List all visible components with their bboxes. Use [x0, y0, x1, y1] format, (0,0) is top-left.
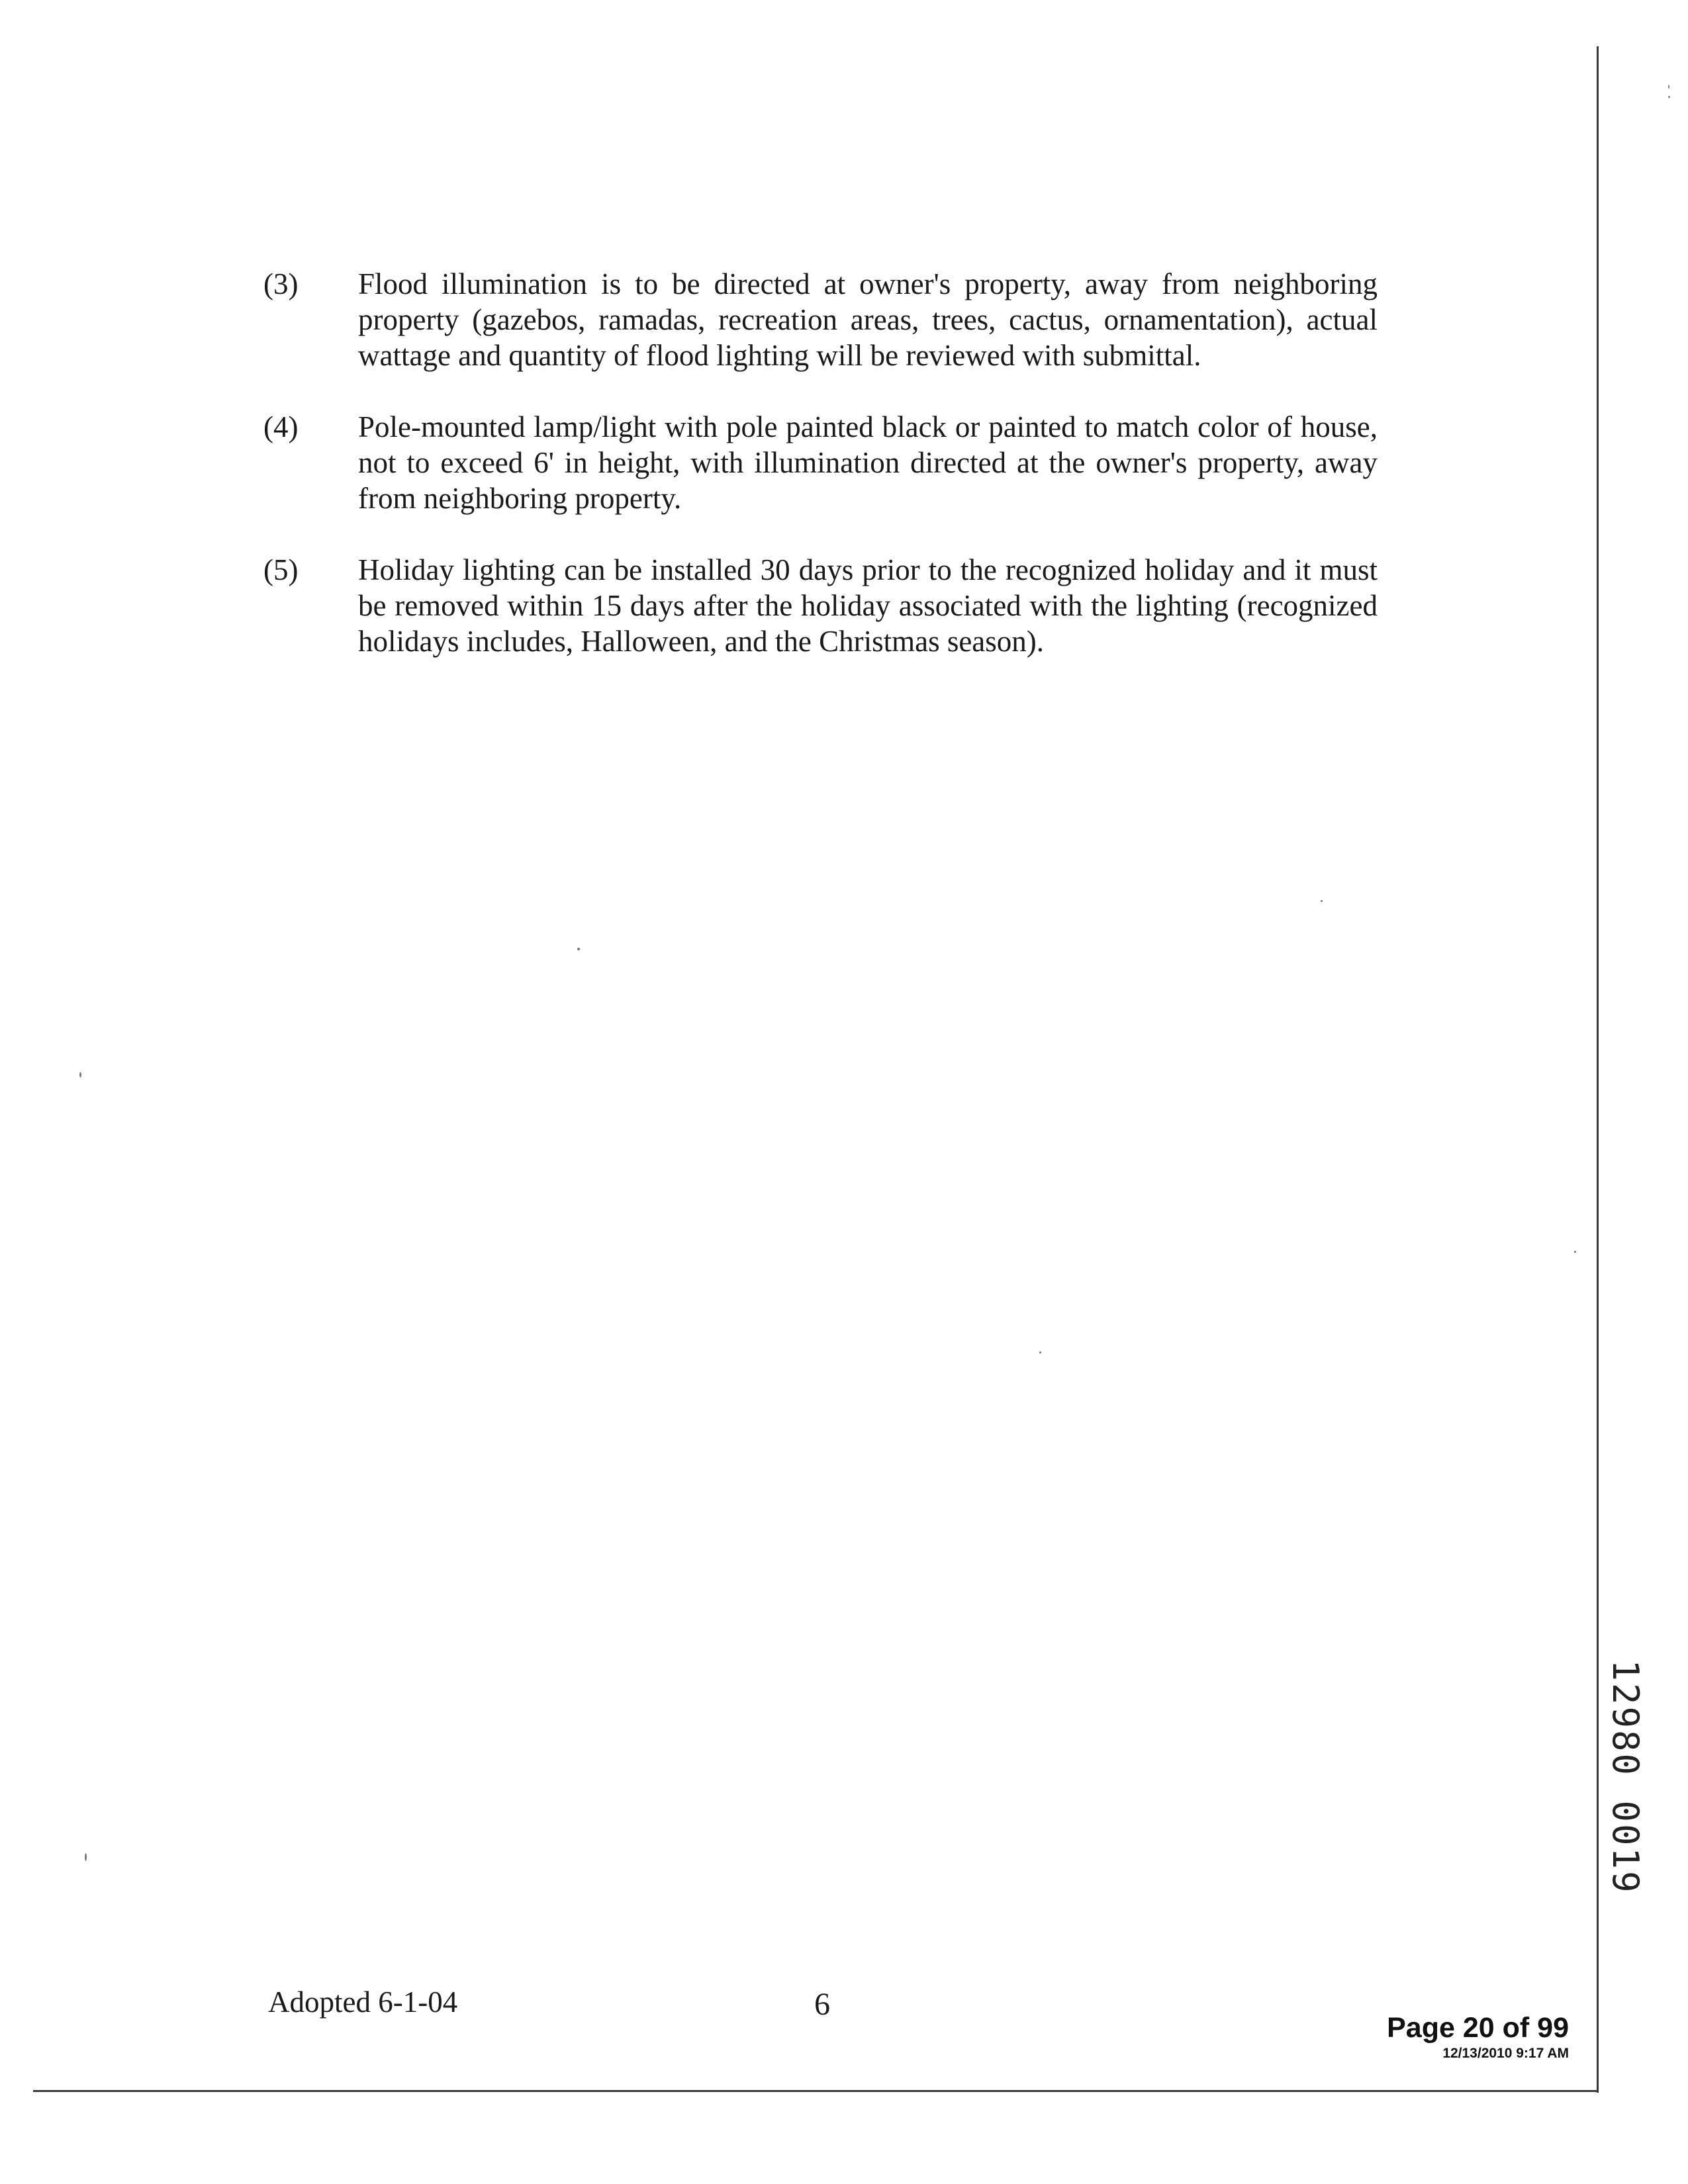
- scan-speck: [1321, 900, 1323, 902]
- recording-number: 12980 0019: [1605, 1659, 1646, 1895]
- scan-border-right: [1597, 46, 1599, 2093]
- scan-speck: [85, 1853, 87, 1861]
- list-item-text: Flood illumination is to be directed at owner's property, away from neighboring property (gazebos, ramadas, recreation areas, trees, cactus, ornamentation), actual wattage and quantity of flood lighting will be reviewed with submittal.: [358, 267, 1378, 372]
- scan-speck: [79, 1072, 81, 1077]
- scan-border-bottom: [33, 2090, 1598, 2092]
- scan-speck: [1039, 1351, 1041, 1353]
- footer-adopted-date: Adopted 6-1-04: [268, 1985, 458, 2019]
- footer-page-number: 6: [814, 1987, 830, 2022]
- recorder-page-stamp: Page 20 of 99: [1387, 2012, 1569, 2044]
- list-item-text: Holiday lighting can be installed 30 days prior to the recognized holiday and it must be removed within 15 days after the holiday associated with the lighting (recognized holidays includes, Halloween, and the Christmas season).: [358, 553, 1378, 658]
- list-item-number: (3): [263, 267, 299, 300]
- recorder-datetime-stamp: 12/13/2010 9:17 AM: [1442, 2046, 1569, 2061]
- scan-speck: [1668, 85, 1669, 89]
- list-item-text: Pole-mounted lamp/light with pole painted black or painted to match color of house, not to exceed 6' in height, with illumination directed at the owner's property, away from neighboring property.: [358, 410, 1378, 515]
- scan-speck: [1574, 1251, 1576, 1253]
- scan-speck: [577, 948, 580, 950]
- list-item-number: (5): [263, 553, 299, 586]
- list-item-number: (4): [263, 410, 299, 443]
- scan-speck: [1668, 96, 1670, 98]
